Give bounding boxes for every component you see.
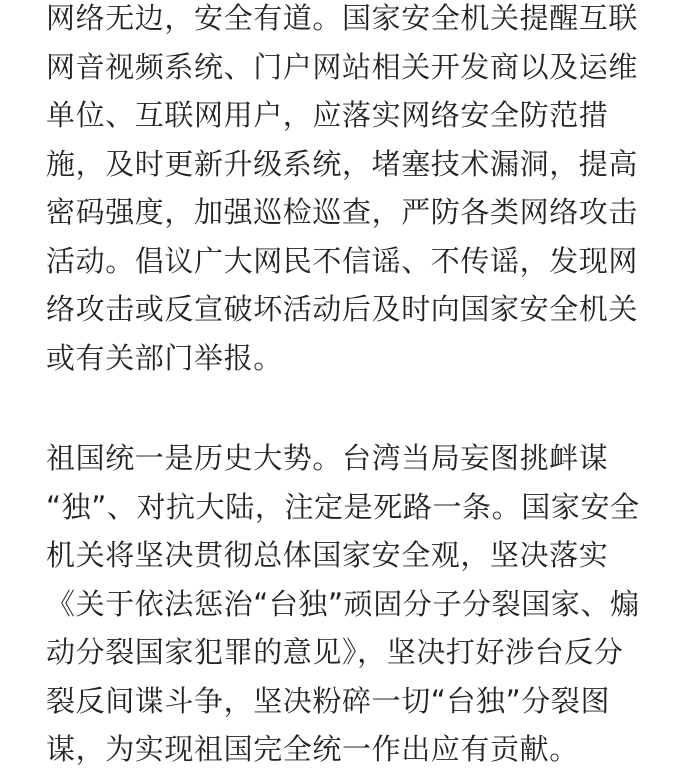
- text-line: 裂反间谍斗争，坚决粉碎一切“台独”分裂图: [46, 683, 611, 718]
- paragraph-cybersecurity: [46, 0, 666, 382]
- paragraph-spacer: [46, 382, 666, 434]
- paragraph-reunification: [46, 434, 666, 774]
- text-line: 网络无边，安全有道。国家安全机关提醒互联: [46, 1, 639, 35]
- article-body: [46, 0, 666, 774]
- text-line: 机关将坚决贯彻总体国家安全观，坚决落实: [46, 538, 609, 572]
- text-line: 施，及时更新升级系统，堵塞技术漏洞，提高: [46, 146, 639, 181]
- text-line: 密码强度，加强巡检巡查，严防各类网络攻击: [46, 195, 639, 229]
- text-line: 谋，为实现祖国完全统一作出应有贡献。: [46, 732, 579, 766]
- text-line: “独”、对抗大陆，注定是死路一条。国家安全: [46, 489, 640, 524]
- text-line: 祖国统一是历史大势。台湾当局妄图挑衅谋: [46, 441, 609, 475]
- text-line: 单位、互联网用户，应落实网络安全防范措: [46, 98, 609, 132]
- text-line: 或有关部门举报。: [46, 340, 283, 375]
- text-line: 《关于依法惩治“台独”顽固分子分裂国家、煽: [46, 586, 640, 621]
- text-line: 活动。倡议广大网民不信谣、不传谣，发现网: [46, 243, 639, 278]
- text-line: 络攻击或反宣破坏活动后及时向国家安全机关: [46, 292, 639, 326]
- text-line: 动分裂国家犯罪的意见》，坚决打好涉台反分: [46, 635, 624, 669]
- text-line: 网音视频系统、门户网站相关开发商以及运维: [46, 49, 639, 84]
